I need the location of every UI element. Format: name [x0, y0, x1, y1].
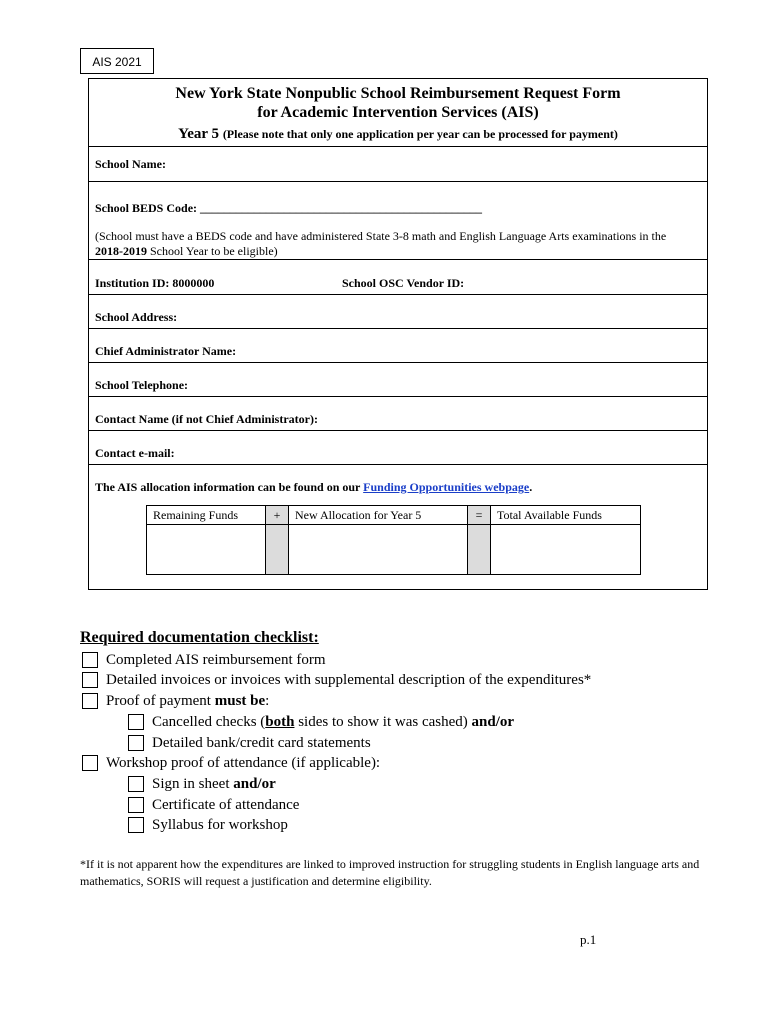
page-number: p.1 [580, 932, 597, 947]
allocation-text: The AIS allocation information can be found on our [95, 480, 364, 494]
checklist-title [80, 628, 591, 649]
funding-opportunities-link[interactable]: Funding Opportunities webpage [363, 480, 530, 494]
allocation-text-end: . [529, 480, 533, 494]
chief-admin-row[interactable] [89, 329, 707, 363]
total-funds-cell[interactable] [491, 525, 641, 575]
address-label: School Address: [95, 310, 178, 324]
footnote: *If it is not apparent how the expenditures are linked to improved instruction for struggling students in English language arts and mathematics, SORIS will request a justification and determine eligibility. [80, 857, 700, 888]
checklist-item-label: sides to show it was cashed) [294, 713, 472, 730]
checklist-item-label: Detailed bank/credit card statements [152, 734, 371, 751]
checklist-item [80, 670, 591, 691]
checklist-item-label: Workshop proof of attendance (if applicable): [106, 755, 381, 772]
plus-spacer-cell [266, 525, 289, 575]
beds-code-label: School BEDS Code: _______________________________________________ [95, 201, 483, 215]
address-row[interactable] [89, 295, 707, 329]
checkbox[interactable] [128, 735, 144, 751]
checklist-item [80, 691, 591, 712]
checkbox[interactable] [128, 776, 144, 792]
checkbox[interactable] [82, 755, 98, 771]
form-title-line2: for Academic Intervention Services (AIS) [257, 104, 539, 121]
chief-admin-label: Chief Administrator Name: [95, 344, 237, 358]
new-allocation-header: New Allocation for Year 5 [289, 506, 468, 525]
checklist-title-colon: : [313, 629, 319, 646]
remaining-funds-cell[interactable] [147, 525, 266, 575]
checkbox[interactable] [82, 652, 98, 668]
new-allocation-cell[interactable] [289, 525, 468, 575]
allocation-section [89, 465, 707, 565]
checklist-item-bold: and/or [471, 713, 515, 730]
form-year-line [89, 126, 707, 143]
beds-note-part1: (School must have a BEDS code and have administered State 3-8 math and English Language Arts examinations in the [95, 229, 667, 243]
checklist-item-label: Certificate of attendance [152, 796, 300, 813]
documentation-checklist [80, 628, 591, 836]
checklist-item-label: Syllabus for workshop [152, 817, 288, 834]
checklist-subitem [126, 774, 591, 795]
institution-id: Institution ID: 8000000 [95, 276, 215, 290]
contact-name-row[interactable] [89, 397, 707, 431]
checklist-item-label: Completed AIS reimbursement form [106, 651, 326, 668]
checklist-subitem [126, 733, 591, 754]
beds-note-year: 2018-2019 [95, 244, 147, 258]
equals-operator: = [468, 506, 491, 525]
checklist-subitem [126, 712, 591, 733]
allocation-info [95, 480, 532, 495]
school-name-row[interactable] [89, 147, 707, 182]
osc-vendor-label: School OSC Vendor ID: [342, 276, 465, 290]
beds-code-row[interactable] [89, 182, 707, 260]
contact-name-label: Contact Name (if not Chief Administrator): [95, 412, 318, 426]
form-header [89, 79, 707, 147]
contact-email-label: Contact e-mail: [95, 446, 175, 460]
checklist-item-bold: must be [214, 693, 266, 710]
form-title-line1: New York State Nonpublic School Reimbursement Request Form [175, 85, 621, 102]
checklist-item-label: Cancelled checks ( [152, 713, 266, 730]
remaining-funds-header: Remaining Funds [147, 506, 266, 525]
institution-row[interactable] [89, 260, 707, 295]
checklist-subitem [126, 815, 591, 836]
checklist-item [80, 753, 591, 774]
beds-note-part2: School Year to be eligible) [147, 244, 278, 258]
document-tag: AIS 2021 [80, 48, 154, 74]
checklist-item-label: Sign in sheet [152, 775, 234, 792]
checklist-item-label: Detailed invoices or invoices with supplemental description of the expenditures* [106, 672, 592, 689]
checkbox[interactable] [128, 797, 144, 813]
contact-email-row[interactable] [89, 431, 707, 465]
checkbox[interactable] [128, 817, 144, 833]
checkbox[interactable] [82, 672, 98, 688]
school-name-label: School Name: [95, 157, 166, 171]
checklist-item-bold: and/or [233, 775, 276, 792]
checklist-item-bold: both [265, 713, 295, 730]
telephone-row[interactable] [89, 363, 707, 397]
total-funds-header: Total Available Funds [491, 506, 641, 525]
form-year-note: (Please note that only one application per year can be processed for payment) [222, 127, 618, 141]
checklist-item-colon: : [265, 693, 270, 710]
checklist-item-label: Proof of payment [106, 693, 215, 710]
telephone-label: School Telephone: [95, 378, 189, 392]
checklist-title-text: Required documentation checklist [80, 629, 314, 646]
beds-eligibility-note [95, 229, 675, 259]
funds-table [146, 505, 641, 575]
checkbox[interactable] [128, 714, 144, 730]
checklist-subitem [126, 795, 591, 816]
reimbursement-form [88, 78, 708, 590]
form-year: Year 5 [178, 126, 220, 142]
checklist-item [80, 650, 591, 671]
checkbox[interactable] [82, 693, 98, 709]
plus-operator: + [266, 506, 289, 525]
equals-spacer-cell [468, 525, 491, 575]
